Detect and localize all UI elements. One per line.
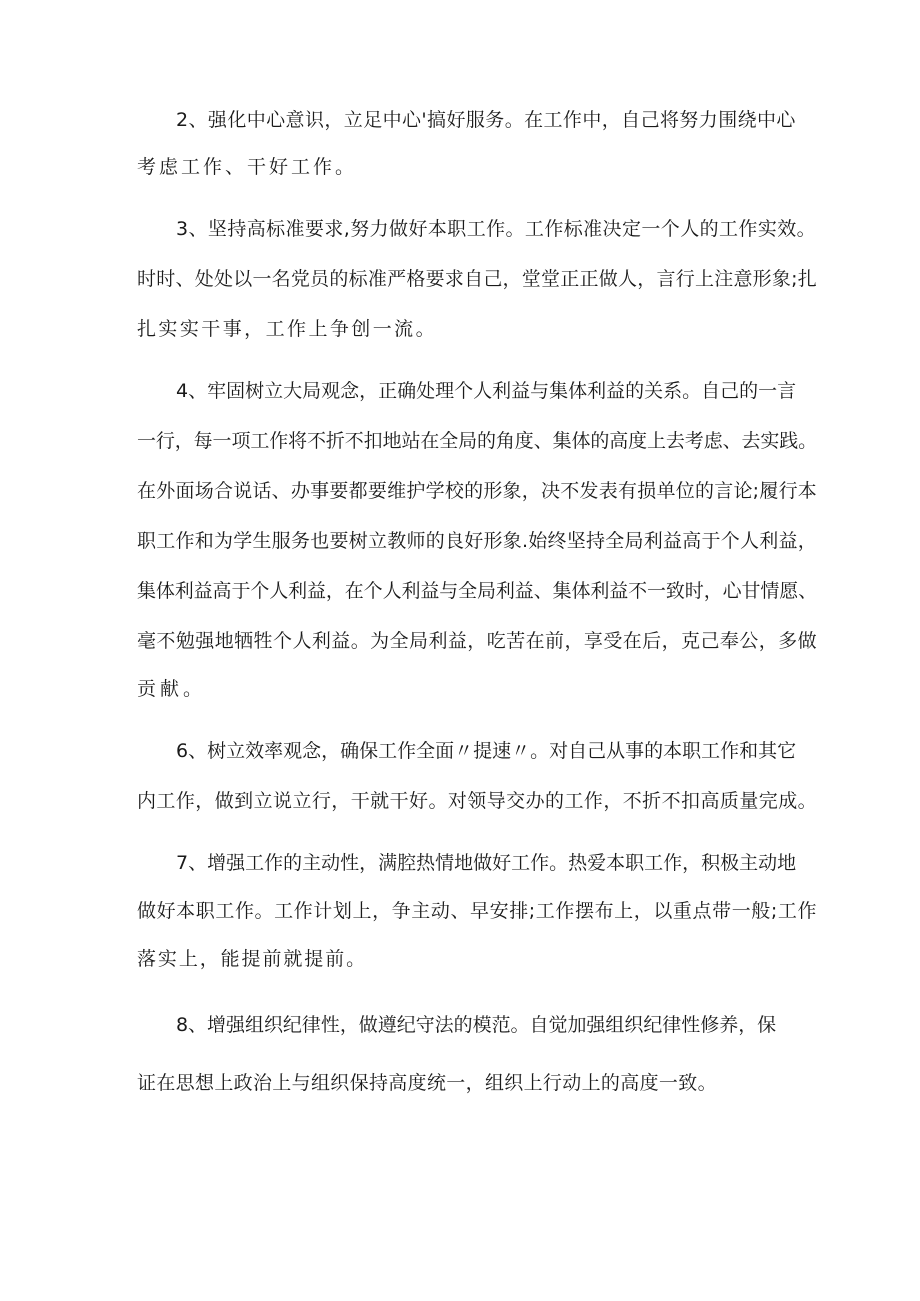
- paragraph-4-line-1: 4、牢固树立大局观念，正确处理个人利益与集体利益的关系。自己的一言: [176, 380, 797, 402]
- paragraph-2-line-1: 2、强化中心意识，立足中心'搞好服务。在工作中，自己将努力围绕中心: [176, 109, 796, 131]
- paragraph-4-line-2: 一行，每一项工作将不折不扣地站在全局的角度、集体的高度上去考虑、去实践。: [137, 430, 818, 452]
- paragraph-8-line-2: 证在思想上政治上与组织保持高度统一，组织上行动上的高度一致。: [137, 1072, 717, 1094]
- paragraph-3-line-2: 时时、处处以一名党员的标准严格要求自己，堂堂正正做人，言行上注意形象;扎: [137, 268, 818, 290]
- paragraph-7-line-2: 做好本职工作。工作计划上，争主动、早安排;工作摆布上，以重点带一般;工作: [137, 900, 818, 922]
- paragraph-3-line-1: 3、坚持高标准要求,努力做好本职工作。工作标准决定一个人的工作实效。: [176, 218, 817, 240]
- paragraph-6-line-2: 内工作，做到立说立行，干就干好。对领导交办的工作，不折不扣高质量完成。: [137, 790, 818, 812]
- paragraph-4-line-7: 贡献。: [137, 678, 207, 700]
- paragraph-6-line-1: 6、树立效率观念，确保工作全面〃提速〃。对自己从事的本职工作和其它: [176, 740, 797, 762]
- paragraph-2-line-2: 考虑工作、干好工作。: [137, 156, 358, 178]
- paragraph-4-line-5: 集体利益高于个人利益，在个人利益与全局利益、集体利益不一致时，心甘情愿、: [137, 580, 818, 602]
- paragraph-4-line-4: 职工作和为学生服务也要树立教师的良好形象.始终坚持全局利益高于个人利益，: [137, 530, 818, 552]
- paragraph-7-line-1: 7、增强工作的主动性，满腔热情地做好工作。热爱本职工作，积极主动地: [176, 852, 797, 874]
- paragraph-7-line-3: 落实上，能提前就提前。: [137, 948, 368, 970]
- paragraph-3-line-3: 扎实实干事，工作上争创一流。: [137, 318, 438, 340]
- paragraph-8-line-1: 8、增强组织纪律性，做遵纪守法的模范。自觉加强组织纪律性修养，保: [176, 1014, 777, 1036]
- paragraph-4-line-6: 毫不勉强地牺牲个人利益。为全局利益，吃苦在前，享受在后，克己奉公，多做: [137, 630, 818, 652]
- paragraph-4-line-3: 在外面场合说话、办事要都要维护学校的形象，决不发表有损单位的言论;履行本: [137, 480, 818, 502]
